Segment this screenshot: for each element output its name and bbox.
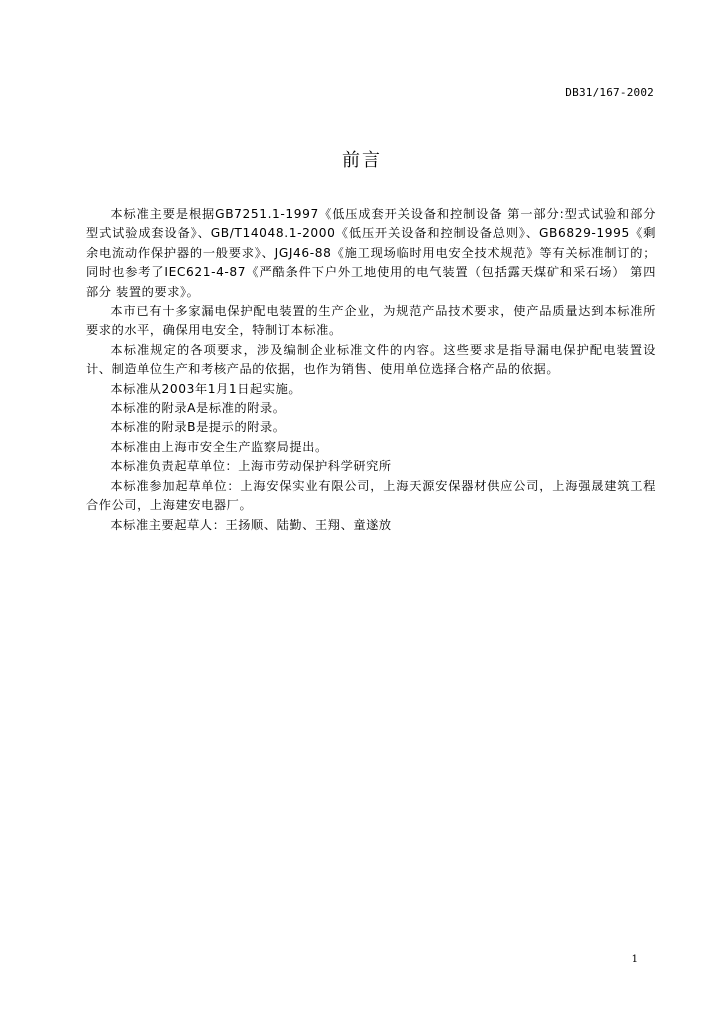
paragraph-effective-date: 本标准从2003年1月1日起实施。 (110, 381, 302, 396)
page-number: 1 (631, 954, 638, 965)
paragraph-participating-units: 本标准参加起草单位：上海安保实业有限公司，上海天源安保器材供应公司，上海强晟建筑工程合作公司，上海建安电器厂。 (86, 478, 656, 513)
body-text (86, 205, 656, 535)
paragraph-drafters: 本标准主要起草人：王扬顺、陆勤、王翔、童遂放 (110, 517, 392, 532)
paragraph-drafting-unit: 本标准负责起草单位：上海市劳动保护科学研究所 (110, 459, 392, 474)
paragraph-proposer: 本标准由上海市安全生产监察局提出。 (110, 439, 328, 454)
paragraph-appendix-b: 本标准的附录B是提示的附录。 (110, 420, 286, 435)
page-title: 前言 (342, 150, 382, 171)
paragraph-appendix-a: 本标准的附录A是标准的附录。 (110, 401, 286, 416)
paragraph-basis: 本标准主要是根据GB7251.1-1997《低压成套开关设备和控制设备 第一部分:型式试验和部分型式试验成套设备》、GB/T14048.1-2000《低压开关设备和控制设备总则》、GB6829-1995《剩余电流动作保护器的一般要求》、JGJ46-88《施工现场临时用电安全技术规范》等有关标准制订的；同时也参考了IEC621-4-87《严酷条件下户外工地使用的电气装置（包括露天煤矿和采石场） 第四部分 装置的要求》。 (86, 207, 656, 299)
paragraph-scope: 本标准规定的各项要求，涉及编制企业标准文件的内容。这些要求是指导漏电保护配电装置设计、制造单位生产和考核产品的依据，也作为销售、使用单位选择合格产品的依据。 (86, 342, 656, 377)
paragraph-purpose: 本市已有十多家漏电保护配电装置的生产企业，为规范产品技术要求，使产品质量达到本标准所要求的水平，确保用电安全，特制订本标准。 (86, 304, 656, 338)
document-code: DB31/167-2002 (565, 86, 654, 99)
